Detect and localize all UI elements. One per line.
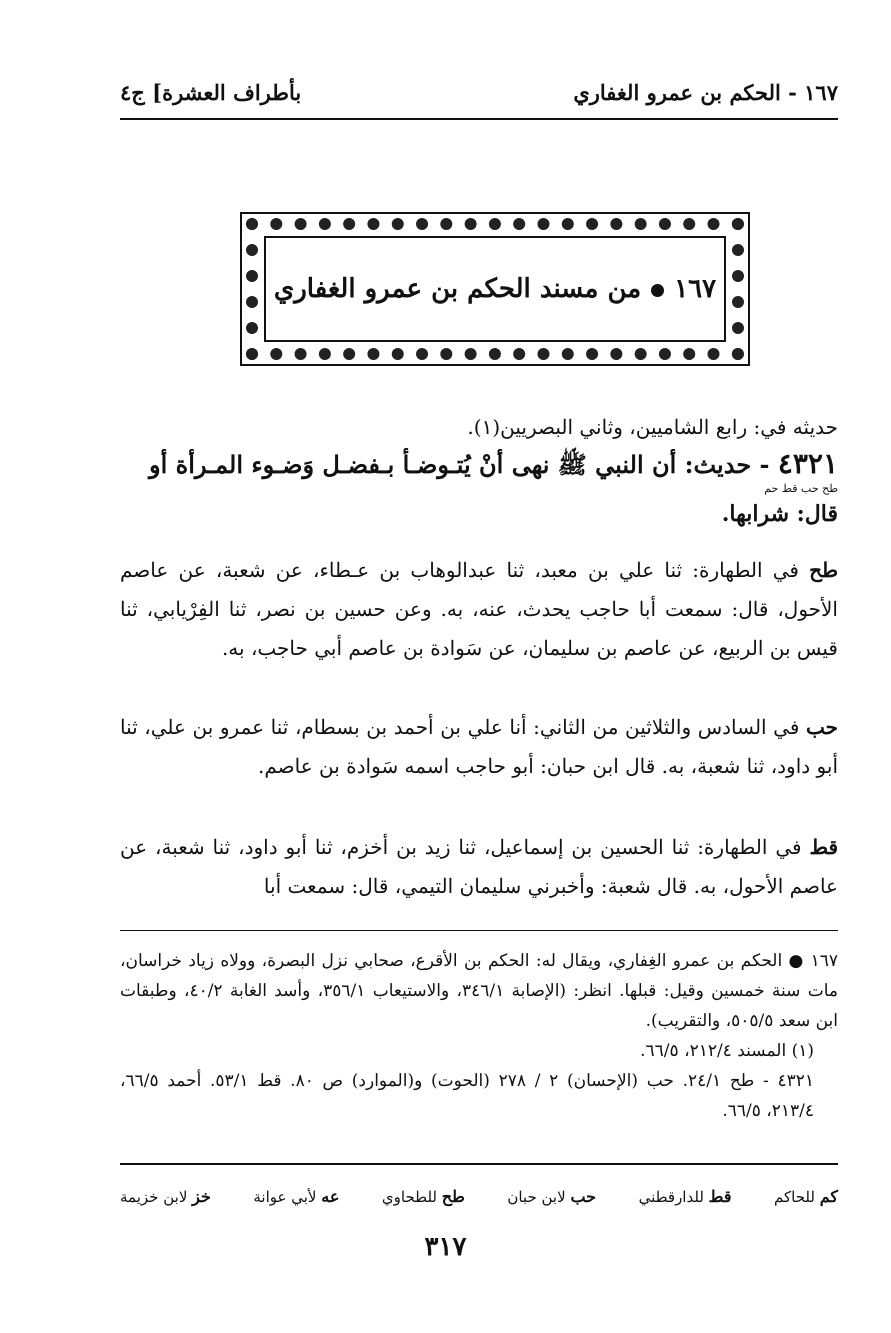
- paragraph-ibn-hibban: [120, 708, 838, 786]
- paragraph-lead: طح: [809, 558, 838, 582]
- abbr-item: طح للطحاوي: [381, 1186, 465, 1206]
- paragraph-lead: حب: [805, 715, 838, 739]
- header-rule: [120, 118, 838, 120]
- paragraph-daraqutni: [120, 828, 838, 906]
- hadith-number: ٤٣٢١: [777, 447, 838, 480]
- abbreviations-rule: [120, 1163, 838, 1165]
- page-number: ٣١٧: [424, 1232, 467, 1262]
- hadith-label: - حديث:: [684, 450, 770, 479]
- paragraph-text: في السادس والثلاثين من الثاني: أنا علي بن أحمد بن بسطام، ثنا عمرو بن علي، ثنا أبو داود، ثنا شعبة، به. قال ابن حبان: أبو حاجب اسمه سَوادة بن عاصم.: [120, 715, 838, 778]
- abbr-item: قط للدارقطني: [638, 1186, 732, 1206]
- paragraph-tahawi: [120, 551, 838, 668]
- hadith-text-continuation: قال: شرابها.: [721, 501, 838, 527]
- section-number: ١٦٧: [674, 274, 717, 304]
- paragraph-text: في الطهارة: ثنا الحسين بن إسماعيل، ثنا زيد بن أخزم، ثنا أبو داود، ثنا شعبة، عن عاصم الأحول، به. قال شعبة: وأخبرني سليمان التيمي، قال: سمعت أبا: [120, 835, 838, 898]
- footnote-bio: ١٦٧ ● الحكم بن عمرو الغِفاري، ويقال له: الحكم بن الأقرع، صحابي نزل البصرة، وولاه زياد خراسان، مات سنة خمسين وقيل: قبلها. انظر: (الإصابة ٣٤٦/١، والاستيعاب ٣٥٦/١، وأسد الغابة ٤٠/٢، وطبقات ابن سعد ٥٠٥/٥، والتقريب).: [120, 951, 838, 1031]
- footnote-rule: [120, 930, 838, 931]
- abbr-item: خز لابن خزيمة: [120, 1186, 211, 1206]
- paragraph-lead: قط: [809, 835, 838, 859]
- running-header: [120, 72, 838, 112]
- paragraph-text: في الطهارة: ثنا علي بن معبد، ثنا عبدالوهاب بن عـطاء، عن شعبة، عن عاصم الأحول، قال: سمعت أبا حاجب يحدث، عنه، به. وعن حسين بن نصر، ثنا الفِرْيابي، ثنا قيس بن الربيع، عن عاصم بن سليمان، عن سَوادة بن عاصم أبي حاجب، به.: [120, 558, 838, 660]
- title-box: [264, 236, 726, 342]
- abbr-item: حب لابن حبان: [507, 1186, 597, 1206]
- footnote-1: (١) المسند ٢١٢/٤، ٦٦/٥.: [640, 1041, 814, 1061]
- intro-line: حديثه في: رابع الشاميين، وثاني البصريين(١).: [467, 415, 838, 439]
- section-title: [274, 274, 716, 304]
- footnotes: [120, 946, 838, 1126]
- section-title-text: من مسند الحكم بن عمرو الغفاري: [273, 274, 642, 304]
- abbr-item: كم للحاكم: [774, 1186, 838, 1206]
- ornamental-title-frame: [240, 212, 750, 366]
- source-sigla: طح حب قط حم: [764, 482, 838, 495]
- header-chapter-title: ١٦٧ - الحكم بن عمرو الغفاري: [573, 79, 838, 105]
- bullet-icon: [651, 284, 664, 297]
- footnote-hadith: ٤٣٢١ - طح ٢٤/١. حب (الإحسان) ٢ / ٢٧٨ (الحوت) و(الموارد) ص ٨٠. قط ٥٣/١. أحمد ٦٦/٥، ٢١٣/٤، ٦٦/٥.: [120, 1071, 814, 1121]
- abbreviations-key: [120, 1178, 838, 1214]
- hadith-text: أن النبي ﷺ نهى أنْ يُتـوضـأ بـفضـل وَضـوء المـرأة أو: [149, 450, 677, 479]
- hadith-heading: [120, 446, 838, 532]
- header-book-title: بأطراف العشرة] ج٤: [120, 79, 302, 105]
- abbr-item: عه لأبي عوانة: [253, 1186, 340, 1206]
